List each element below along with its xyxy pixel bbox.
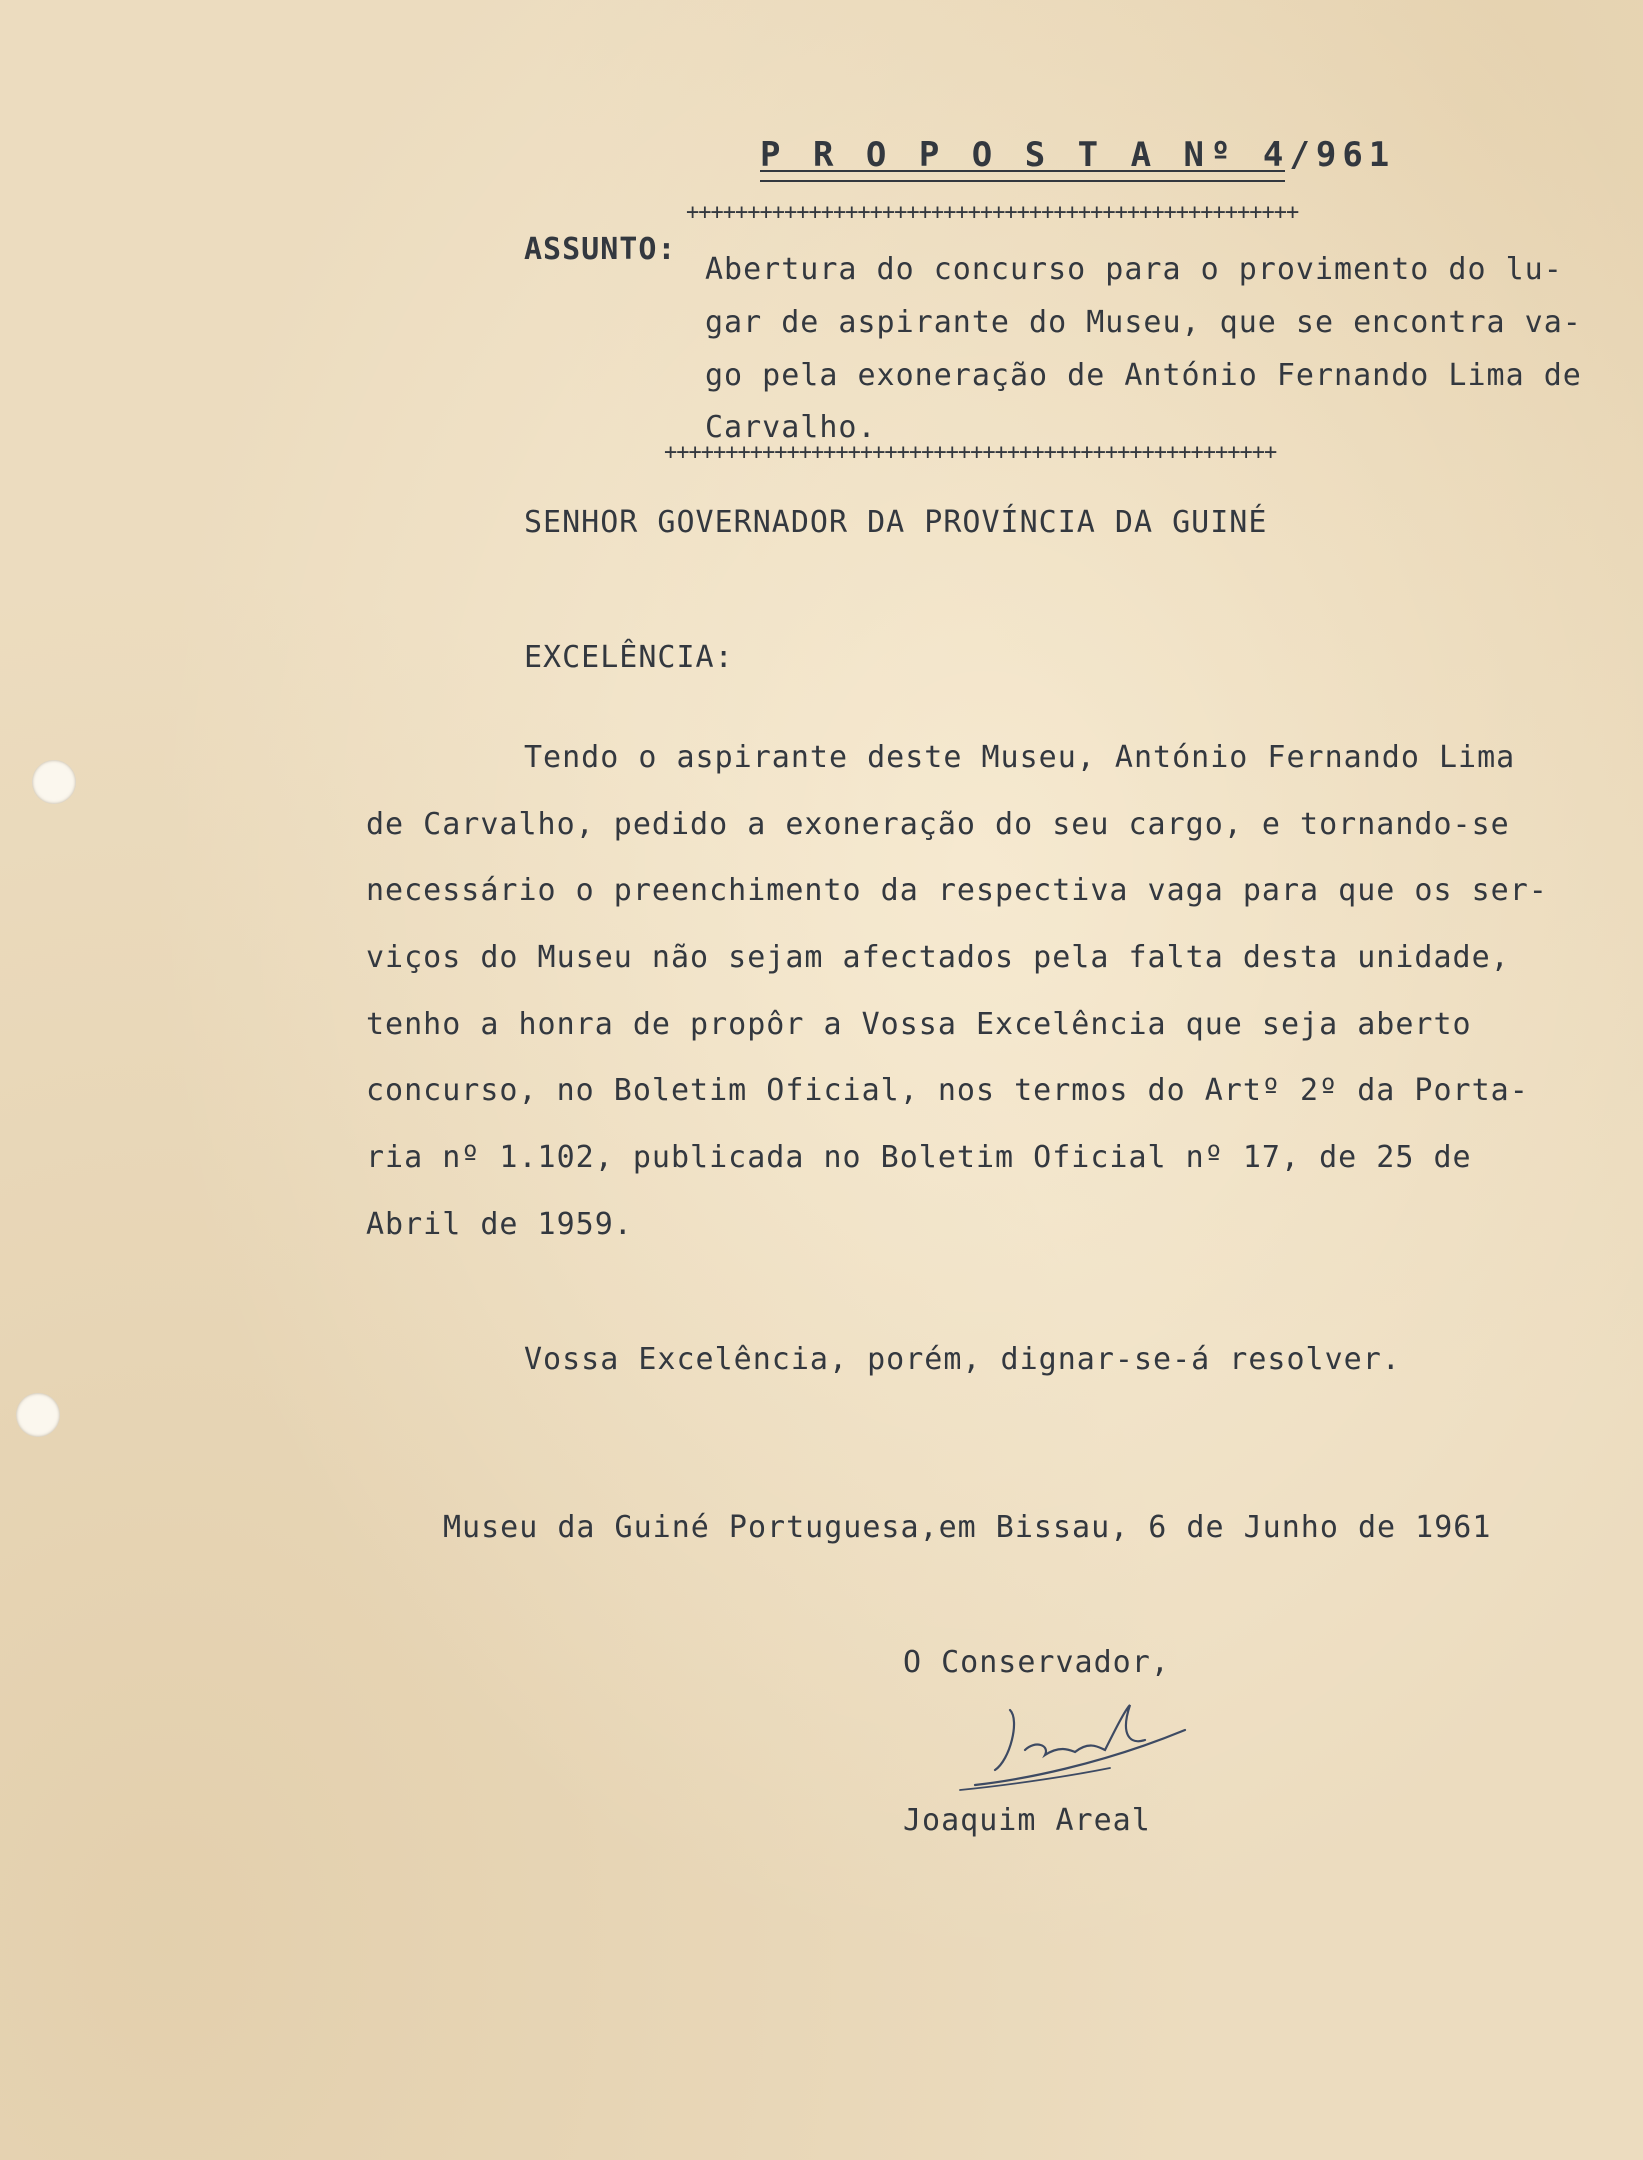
body-line-1: Tendo o aspirante deste Museu, António Fernando Lima <box>524 740 1516 775</box>
body-line-6: concurso, no Boletim Oficial, nos termos do Artº 2º da Porta- <box>366 1073 1529 1108</box>
body-line-3: necessário o preenchimento da respectiva vaga para que os ser- <box>366 873 1548 908</box>
subject-label: ASSUNTO: <box>524 232 677 267</box>
handwritten-signature <box>940 1690 1200 1800</box>
subject-line-1: Abertura do concurso para o provimento do lu- <box>705 252 1563 287</box>
body-line-2: de Carvalho, pedido a exoneração do seu cargo, e tornando-se <box>366 807 1510 842</box>
separator-bottom: ++++++++++++++++++++++++++++++++++++++++++++++++++ <box>664 440 1277 465</box>
document-title: P R O P O S T A Nº 4/961 <box>760 135 1396 175</box>
closing-formula: Vossa Excelência, porém, dignar-se-á resolver. <box>524 1342 1401 1377</box>
punch-hole-top <box>32 760 76 804</box>
title-double-underline <box>760 170 1285 182</box>
punch-hole-bottom <box>16 1393 60 1437</box>
addressee: SENHOR GOVERNADOR DA PROVÍNCIA DA GUINÉ <box>524 505 1268 540</box>
body-line-8: Abril de 1959. <box>366 1207 633 1242</box>
subject-line-4: Carvalho. <box>705 410 877 445</box>
place-and-date: Museu da Guiné Portuguesa,em Bissau, 6 de Junho de 1961 <box>443 1510 1492 1545</box>
body-line-4: viços do Museu não sejam afectados pela falta desta unidade, <box>366 940 1510 975</box>
body-line-7: ria nº 1.102, publicada no Boletim Oficial nº 17, de 25 de <box>366 1140 1472 1175</box>
body-line-5: tenho a honra de propôr a Vossa Excelência que seja aberto <box>366 1007 1472 1042</box>
salutation: EXCELÊNCIA: <box>524 640 734 675</box>
signer-title: O Conservador, <box>903 1645 1170 1680</box>
signer-name: Joaquim Areal <box>903 1803 1151 1838</box>
subject-line-3: go pela exoneração de António Fernando Lima de <box>705 358 1582 393</box>
subject-line-2: gar de aspirante do Museu, que se encontra va- <box>705 305 1582 340</box>
separator-top: ++++++++++++++++++++++++++++++++++++++++++++++++++ <box>686 200 1299 225</box>
